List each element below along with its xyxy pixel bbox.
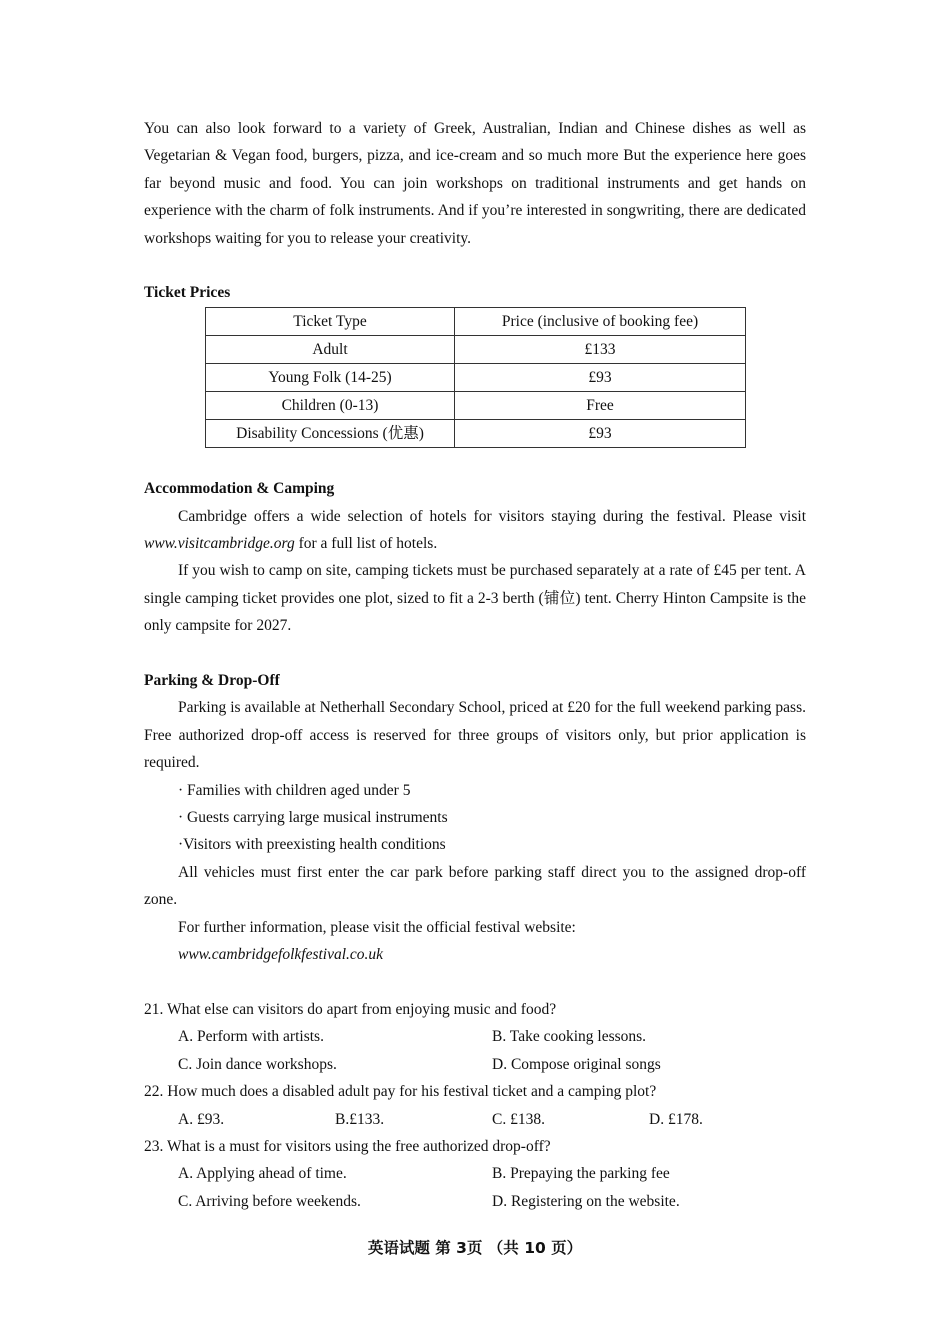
- list-item: ·Visitors with preexisting health conditions: [178, 836, 446, 854]
- accommodation-text: for a full list of hotels.: [294, 535, 438, 553]
- festival-website-line: [144, 941, 806, 968]
- option-a: A. £93.: [178, 1110, 225, 1128]
- ticket-price-cell: Free: [455, 391, 746, 419]
- drop-off-paragraph: All vehicles must first enter the car park before parking staff direct you to the assigned drop-off zone.: [144, 863, 806, 909]
- ticket-price-cell: £133: [455, 335, 746, 363]
- ticket-price-cell: £93: [455, 363, 746, 391]
- ticket-prices-heading: Ticket Prices: [144, 284, 231, 302]
- option-b: B. Take cooking lessons.: [492, 1028, 647, 1046]
- parking-heading: Parking & Drop-Off: [144, 672, 280, 690]
- list-item: · Guests carrying large musical instruments: [178, 809, 448, 827]
- table-header-row: [206, 307, 746, 335]
- intro-paragraph: You can also look forward to a variety of Greek, Australian, Indian and Chinese dishes as well as Vegetarian & Vegan food, burgers, pizza, and ice-cream and so much more But the experience here goes far beyond music and food. You can join workshops on traditional instruments and get hands on experience with the charm of folk instruments. And if you’re interested in songwriting, there are dedicated workshops waiting for you to release your creativity.: [144, 120, 806, 247]
- question-23-options: [144, 1160, 806, 1187]
- parking-paragraph: Parking is available at Netherhall Secondary School, priced at £20 for the full weekend parking pass. Free authorized drop-off access is reserved for three groups of visitors only, but prior application is required.: [144, 699, 806, 772]
- ticket-type-cell: Adult: [206, 335, 455, 363]
- option-a: A. Perform with artists.: [178, 1028, 324, 1046]
- question-22: 22. How much does a disabled adult pay for his festival ticket and a camping plot?: [144, 1083, 657, 1101]
- question-21-options: [144, 1023, 806, 1050]
- accommodation-paragraph-1: [144, 503, 806, 558]
- ticket-type-cell: Children (0-13): [206, 391, 455, 419]
- page-content: [144, 115, 806, 1215]
- camping-paragraph: If you wish to camp on site, camping tickets must be purchased separately at a rate of £45 per tent. A single camping ticket provides one plot, sized to fit a 2-3 berth (铺位) tent. Cherry Hinton Campsite is the only campsite for 2027.: [144, 562, 806, 635]
- table-header-cell: Price (inclusive of booking fee): [455, 307, 746, 335]
- question-23: 23. What is a must for visitors using the free authorized drop-off?: [144, 1137, 551, 1155]
- accommodation-heading: Accommodation & Camping: [144, 480, 335, 498]
- table-row: [206, 419, 746, 447]
- list-item: · Families with children aged under 5: [178, 781, 411, 799]
- option-c: C. £138.: [492, 1110, 545, 1128]
- ticket-type-cell: Disability Concessions (优惠): [206, 419, 455, 447]
- table-row: [206, 363, 746, 391]
- option-d: D. £178.: [649, 1110, 703, 1128]
- option-b: B.£133.: [335, 1110, 385, 1128]
- option-d: D. Registering on the website.: [492, 1192, 680, 1210]
- table-header-cell: Ticket Type: [206, 307, 455, 335]
- ticket-type-cell: Young Folk (14-25): [206, 363, 455, 391]
- option-a: A. Applying ahead of time.: [178, 1165, 347, 1183]
- festival-website-link[interactable]: www.cambridgefolkfestival.co.uk: [178, 946, 384, 964]
- ticket-prices-table: [205, 307, 746, 448]
- question-21: 21. What else can visitors do apart from enjoying music and food?: [144, 1000, 557, 1018]
- option-c: C. Arriving before weekends.: [178, 1192, 361, 1210]
- option-b: B. Prepaying the parking fee: [492, 1165, 670, 1183]
- ticket-price-cell: £93: [455, 419, 746, 447]
- visitcambridge-link[interactable]: www.visitcambridge.org: [144, 535, 295, 553]
- table-row: [206, 391, 746, 419]
- option-c: C. Join dance workshops.: [178, 1055, 337, 1073]
- question-22-options: [144, 1106, 806, 1133]
- table-row: [206, 335, 746, 363]
- question-23-options: [144, 1188, 806, 1215]
- question-21-options: [144, 1051, 806, 1078]
- option-d: D. Compose original songs: [492, 1055, 661, 1073]
- page-footer: 英语试题 第 3页 （共 10 页）: [367, 1239, 583, 1257]
- accommodation-text: Cambridge offers a wide selection of hotels for visitors staying during the festival. Please visit: [178, 507, 806, 525]
- further-info-paragraph: For further information, please visit the official festival website:: [178, 918, 576, 936]
